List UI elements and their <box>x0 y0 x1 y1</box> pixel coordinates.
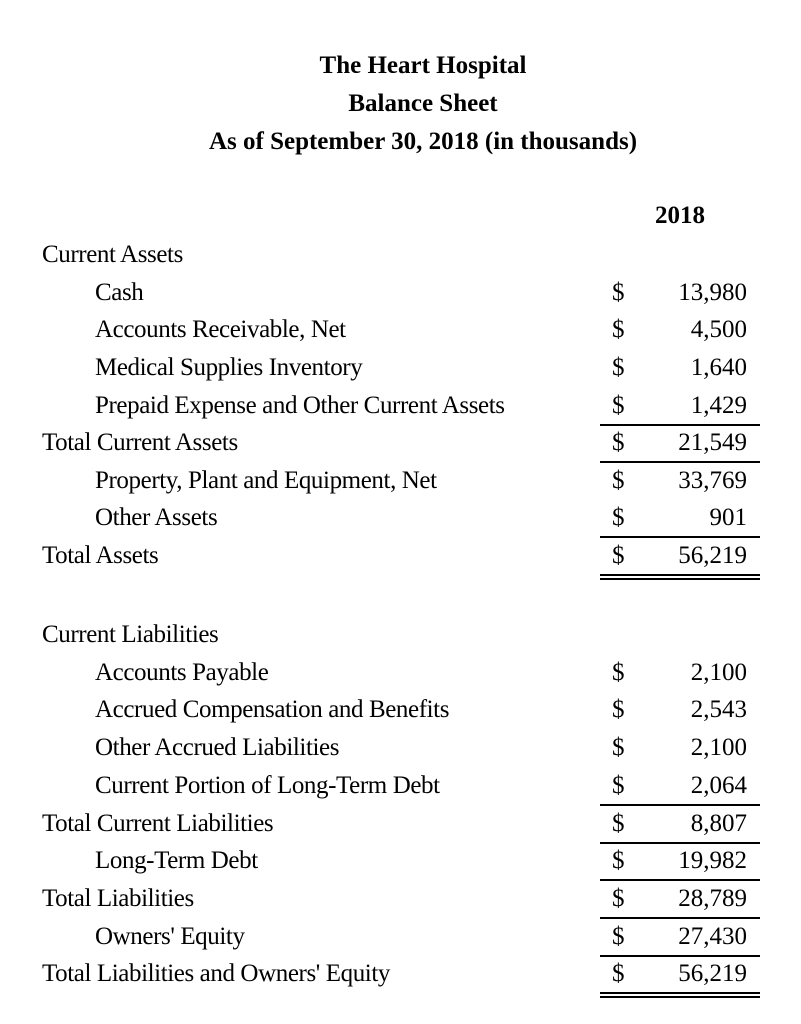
row-amount: 2,064 <box>690 772 747 799</box>
section-label: Current Assets <box>42 241 183 268</box>
row-amount: 1,640 <box>690 354 747 381</box>
section-label: Current Liabilities <box>42 621 219 648</box>
row-amount: 4,500 <box>690 316 747 343</box>
double-rule-top <box>600 992 760 994</box>
double-rule-bottom <box>600 578 760 580</box>
row-amount: 56,219 <box>678 542 747 569</box>
row-amount: 2,100 <box>690 734 747 761</box>
row-amount: 56,219 <box>678 960 747 987</box>
dollar-sign: $ <box>612 734 625 761</box>
row-amount: 21,549 <box>678 429 747 456</box>
dollar-sign: $ <box>612 504 625 531</box>
row-amount: 2,100 <box>690 659 747 686</box>
dollar-sign: $ <box>612 810 625 837</box>
dollar-sign: $ <box>612 772 625 799</box>
double-rule-bottom <box>600 996 760 998</box>
row-label: Owners' Equity <box>95 923 245 950</box>
row-current-ltd <box>0 768 801 804</box>
double-rule-top <box>600 574 760 576</box>
row-label: Accrued Compensation and Benefits <box>95 696 450 723</box>
row-accounts-receivable <box>0 312 801 348</box>
row-accounts-payable <box>0 655 801 691</box>
row-label: Other Assets <box>95 504 218 531</box>
dollar-sign: $ <box>612 316 625 343</box>
row-label: Prepaid Expense and Other Current Assets <box>95 392 505 419</box>
row-long-term-debt <box>0 843 801 879</box>
row-label: Total Current Assets <box>42 429 238 456</box>
dollar-sign: $ <box>612 429 625 456</box>
dollar-sign: $ <box>612 847 625 874</box>
row-other-assets <box>0 500 801 536</box>
row-label: Total Liabilities <box>42 885 194 912</box>
row-total-liabilities <box>0 881 801 917</box>
column-header-year: 2018 <box>655 202 705 229</box>
row-amount: 8,807 <box>690 810 747 837</box>
row-label: Accounts Receivable, Net <box>95 316 346 343</box>
dollar-sign: $ <box>612 392 625 419</box>
row-amount: 28,789 <box>678 885 747 912</box>
dollar-sign: $ <box>612 542 625 569</box>
row-owners-equity <box>0 919 801 955</box>
row-label: Medical Supplies Inventory <box>95 354 363 381</box>
dollar-sign: $ <box>612 885 625 912</box>
row-amount: 13,980 <box>678 279 747 306</box>
row-ppe <box>0 463 801 499</box>
row-label: Cash <box>95 279 144 306</box>
row-amount: 27,430 <box>678 923 747 950</box>
row-total-current-assets <box>0 425 801 461</box>
dollar-sign: $ <box>612 960 625 987</box>
row-amount: 2,543 <box>690 696 747 723</box>
row-amount: 33,769 <box>678 467 747 494</box>
row-amount: 901 <box>709 504 747 531</box>
row-amount: 19,982 <box>678 847 747 874</box>
row-label: Current Portion of Long-Term Debt <box>95 772 440 799</box>
dollar-sign: $ <box>612 279 625 306</box>
row-cash <box>0 275 801 311</box>
row-label: Other Accrued Liabilities <box>95 734 340 761</box>
statement-title: Balance Sheet <box>348 90 498 117</box>
row-label: Property, Plant and Equipment, Net <box>95 467 437 494</box>
row-other-accrued <box>0 730 801 766</box>
section-current-liabilities <box>0 617 801 653</box>
dollar-sign: $ <box>612 354 625 381</box>
row-label: Total Current Liabilities <box>42 810 274 837</box>
dollar-sign: $ <box>612 659 625 686</box>
row-medical-supplies <box>0 350 801 386</box>
section-current-assets <box>0 237 801 273</box>
row-label: Total Liabilities and Owners' Equity <box>42 960 391 987</box>
row-accrued-comp <box>0 692 801 728</box>
row-total-liabilities-equity <box>0 956 801 992</box>
dollar-sign: $ <box>612 467 625 494</box>
row-prepaid <box>0 388 801 424</box>
statement-period: As of September 30, 2018 (in thousands) <box>208 128 638 155</box>
row-label: Accounts Payable <box>95 659 269 686</box>
row-total-assets <box>0 538 801 574</box>
row-label: Total Assets <box>42 542 159 569</box>
company-name: The Heart Hospital <box>319 52 527 79</box>
row-total-current-liabilities <box>0 806 801 842</box>
row-amount: 1,429 <box>690 392 747 419</box>
dollar-sign: $ <box>612 696 625 723</box>
row-label: Long-Term Debt <box>95 847 258 874</box>
dollar-sign: $ <box>612 923 625 950</box>
